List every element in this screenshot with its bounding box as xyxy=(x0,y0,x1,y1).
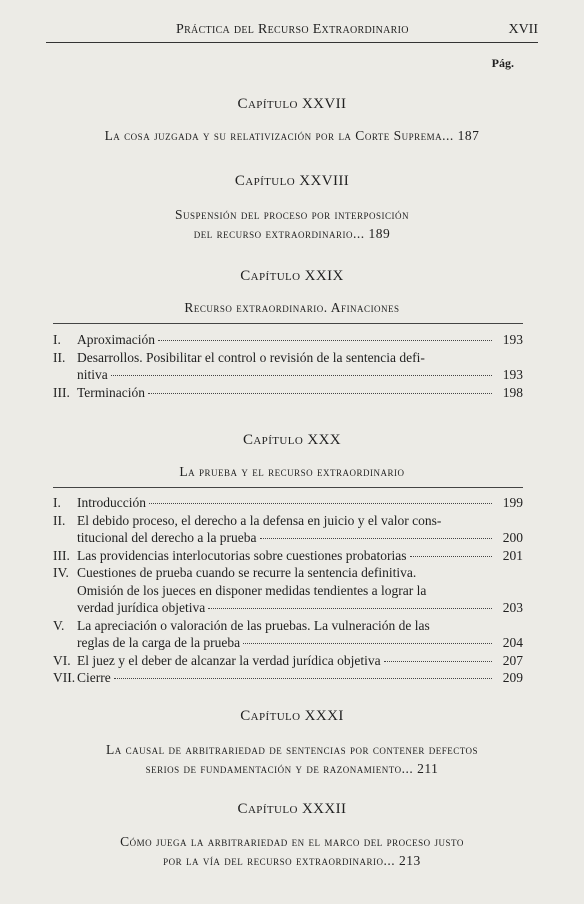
toc-entry-page: 209 xyxy=(502,670,523,685)
toc-entry: V. La apreciación o valoración de las pruebas. La vulneración de las reglas de la carga de la prueba 204 xyxy=(53,617,523,650)
chapter-title-28-line2: del recurso extraordinario... 189 xyxy=(193,226,391,241)
chapter-title-31-line2: serios de fundamentación y de razonamiento... 211 xyxy=(145,761,439,776)
chapter-heading-31: Capítulo XXXI xyxy=(240,708,344,724)
chapter-heading-29: Capítulo XXIX xyxy=(240,268,344,284)
chapter-heading-28: Capítulo XXVIII xyxy=(234,173,350,189)
page-number: XVII xyxy=(508,22,538,37)
toc-entry-text: Aproximación xyxy=(77,332,155,347)
chapter-title-32-line1: Cómo juega la arbitrariedad en el marco del proceso justo xyxy=(120,834,464,849)
chapter-title-32-line2: por la vía del recurso extraordinario... 213 xyxy=(163,853,421,868)
toc-entry-page: 193 xyxy=(502,367,523,382)
toc-entry-page: 199 xyxy=(502,495,523,510)
chapter-title-31-line1: La causal de arbitrariedad de sentencias por contener defectos xyxy=(105,742,479,757)
toc-entry-page: 198 xyxy=(502,384,523,400)
chapter-heading-27: Capítulo XXVII xyxy=(237,96,347,112)
running-title: Práctica del Recurso Extraordinario xyxy=(176,22,409,37)
toc-entry-text: Terminación xyxy=(77,384,146,400)
toc-entry-page: 203 xyxy=(502,600,523,615)
toc-entry: VI. El juez y el deber de alcanzar la verdad jurídica objetiva 207 xyxy=(53,652,523,668)
toc-entry: III. Las providencias interlocutorias sobre cuestiones probatorias 201 xyxy=(53,547,523,563)
running-header xyxy=(46,20,538,43)
toc-entry-text: El juez y el deber de alcanzar la verdad jurídica objetiva xyxy=(77,652,381,668)
chapter-title-28-line1: Suspensión del proceso por interposición xyxy=(174,207,410,222)
toc-entry-text: Las providencias interlocutorias sobre cuestiones probatorias xyxy=(77,547,407,563)
toc-entry-page: 204 xyxy=(502,635,523,650)
toc-entry-text: Cuestiones de prueba cuando se recurre la sentencia definitiva. xyxy=(77,565,417,580)
chapter-heading-30: Capítulo XXX xyxy=(242,432,342,448)
toc-entry-text: El debido proceso, el derecho a la defensa en juicio y el valor cons- xyxy=(77,512,442,528)
chapter-title-29: Recurso extraordinario. Afinaciones xyxy=(184,300,400,315)
toc-entry-page: 201 xyxy=(502,547,523,563)
toc-entry-text: La apreciación o valoración de las pruebas. La vulneración de las xyxy=(77,617,430,633)
toc-entry: II. El debido proceso, el derecho a la defensa en juicio y el valor cons- titucional del derecho a la prueba 200 xyxy=(53,512,523,545)
section-rule xyxy=(53,323,523,324)
toc-entry-text: Introducción xyxy=(77,495,146,510)
toc-entry: II. Desarrollos. Posibilitar el control o revisión de la sentencia defi- nitiva 193 xyxy=(53,349,523,382)
chapter-title-27: La cosa juzgada y su relativización por la Corte Suprema... 187 xyxy=(104,128,480,143)
toc-entry: IV. Cuestiones de prueba cuando se recurre la sentencia definitiva. Omisión de los jueces en disponer medidas tendientes a lograr la verdad jurídica objetiva 203 xyxy=(53,565,523,615)
toc-list-29 xyxy=(53,331,523,401)
toc-entry-page: 207 xyxy=(502,652,523,668)
toc-entry: VII. Cierre 209 xyxy=(53,670,523,685)
chapter-heading-32: Capítulo XXXII xyxy=(237,801,347,817)
toc-list-30 xyxy=(53,494,523,687)
toc-entry: I. Aproximación 193 xyxy=(53,332,523,347)
toc-entry-text: Cierre xyxy=(77,670,111,685)
toc-entry-page: 193 xyxy=(502,332,523,347)
toc-entry-text: Desarrollos. Posibilitar el control o revisión de la sentencia defi- xyxy=(77,349,425,365)
toc-entry: I. Introducción 199 xyxy=(53,495,523,510)
toc-entry-page: 200 xyxy=(502,530,523,545)
toc-entry: III. Terminación 198 xyxy=(53,384,523,400)
section-rule xyxy=(53,487,523,488)
pag-label: Pág. xyxy=(491,56,514,70)
chapter-title-30: La prueba y el recurso extraordinario xyxy=(179,464,405,479)
